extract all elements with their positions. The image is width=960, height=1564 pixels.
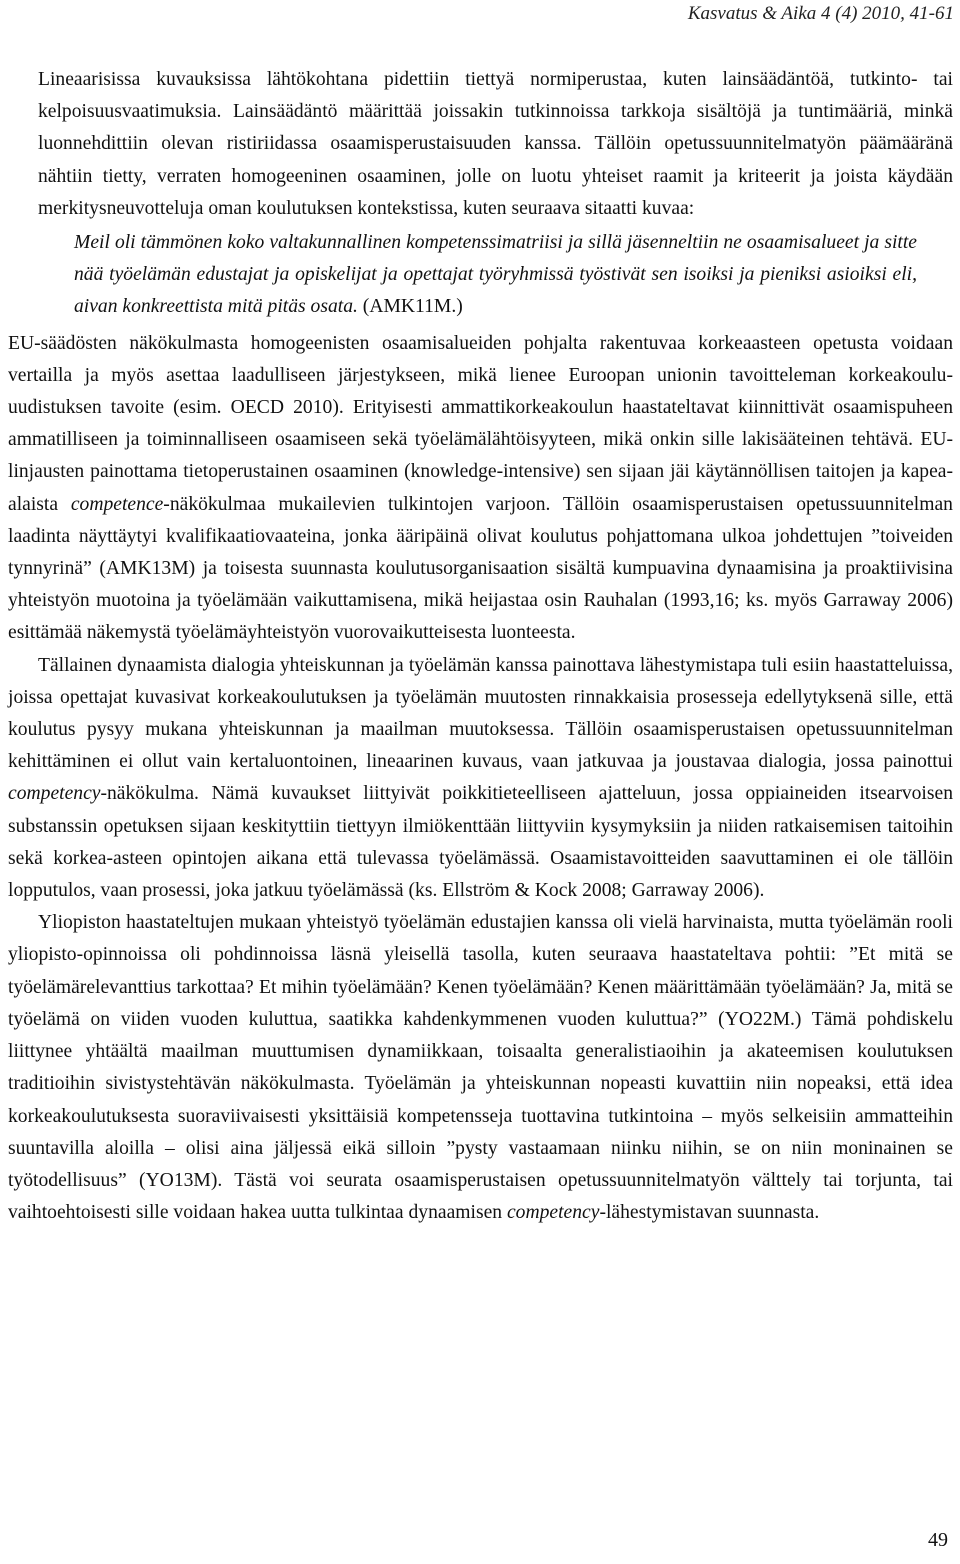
paragraph-4-before: Yliopiston haastateltujen mukaan yhteistyö työelämän edustajien kanssa oli vielä harvinaista, mutta työelämän rooli yliopisto-opinnoissa oli pohdinnoissa läsnä yleisellä tasolla, kuten seuraava haastateltava pohtii: ”Et mitä se työelämärelevanttius tarkottaa? Et mihin työelämään? Kenen työelämään? Kenen määrittämään työelämään? Ja, mitä se työelämä on viiden vuoden kuluttua, saatikka kahdenkymmenen vuoden kuluttua?” (YO22M.) Tämä pohdiskelu liittynee yhtäältä maailman muuttumisen dynamiikkaan, toisaalta generalistiaoihin ja akateemisen koulutuksen traditioihin sivistystehtävän näkökulmasta. Työelämän ja yhteiskunnan nopeasti kuvattiin niin nopeaksi, että idea korkeakoulutuksesta suoraviivaisesti yksittäisiä kompetensseja tuottavina tutkintoina – myös selkeisiin ammatteihin suuntavilla aloilla – olisi aina jäljessä eikä silloin ”pysty vastaamaan niinku niihin, se on niin moninainen se työtodellisuus” (YO13M). Tästä voi seurata osaamisperustaisen opetussuunnitelmatyön välttely tai torjunta, tai vaihtoehtoisesti sille voidaan hakea uutta tulkintaa dynaamisen bbox=[8, 912, 953, 1224]
paragraph-4 bbox=[8, 907, 953, 1229]
paragraph-3-after: -näkökulma. Nämä kuvaukset liittyivät poikkitieteelliseen ajatteluun, jossa oppiaineiden itsearvoisen substanssin opetuksen sijaan keskityttiin tiettyyn ilmiökenttään liittyviin kysymyksiin ja niiden ratkaisemisen taitoihin sekä korkea-asteen opintojen aikana että tulevassa työelämässä. Osaamistavoitteiden saavuttaminen ei ole tällöin lopputulos, vaan prosessi, joka jatkuu työelämässä (ks. Ellström & Kock 2008; Garraway 2006). bbox=[8, 783, 953, 902]
paragraph-3-term: competency bbox=[8, 783, 101, 805]
article-body bbox=[8, 64, 953, 1229]
paragraph-4-after: -lähestymistavan suunnasta. bbox=[599, 1202, 820, 1224]
paragraph-1 bbox=[8, 64, 953, 225]
paragraph-2-after: -näkökulmaa mukailevien tulkintojen varjoon. Tällöin osaamisperustaisen opetussuunnitelman laadinta näyttäytyi kvalifikaatiovaateina, jonka ääripäinä olivat koulutus pohjattomana ulkoa johdettujen ”toiveiden tynnyrinä” (AMK13M) ja toisesta suunnasta koulutusorganisaation sisältä kumpuavina dynaamisina ja proaktiivisina yhteistyön muotoina ja työelämään vaikuttamisena, mikä heijastaa osin Rauhalan (1993,16; ks. myös Garraway 2006) esittämää näkemystä työelämäyhteistyön vuorovaikutteisesta luonteesta. bbox=[8, 493, 953, 644]
running-head: Kasvatus & Aika 4 (4) 2010, 41-61 bbox=[687, 3, 954, 24]
paragraph-2-before: EU-säädösten näkökulmasta homogeenisten osaamisalueiden pohjalta rakentuvaa korkeaasteen opetusta voidaan vertailla ja myös asettaa laadulliseen järjestykseen, mikä lienee Euroopan unionin tavoitteleman korkeakoulu-uudistuksen tavoite (esim. OECD 2010). Erityisesti ammattikorkeakoulun haastateltavat kiinnittivät osaamispuheen ammatilliseen ja toiminnalliseen osaamiseen sekä työelämälähtöisyyteen, mikä onkin sille lakisääteinen tehtävä. EU-linjausten painottama tietoperustainen osaaminen (knowledge-intensive) sen sijaan jäi käytännöllisen taitojen ja kapea-alaista bbox=[8, 332, 953, 515]
quote-text: Meil oli tämmönen koko valtakunnallinen kompetenssimatriisi ja sillä jäsenneltiin ne osaamisalueet ja sitte nää työelämän edustajat ja opiskelijat ja opettajat työryhmissä työstivät sen isoiksi ja pieniksi asioiksi eli, aivan konkreettista mitä pitäs osata. bbox=[74, 232, 917, 318]
quote-source: (AMK11M.) bbox=[357, 296, 463, 318]
paragraph-4-term: competency bbox=[506, 1202, 600, 1224]
page-number: 49 bbox=[928, 1529, 948, 1551]
paragraph-3-before: Tällainen dynaamista dialogia yhteiskunnan ja työelämän kanssa painottava lähestymistapa tuli esiin haastatteluissa, joissa opettajat kuvasivat korkeakoulutuksen ja työelämän muutosten rinnakkaisia prosesseja edellytyksenä sille, että koulutus pysyy mukana yhteiskunnan ja maailman muutoksessa. Tällöin osaamisperustaisen opetussuunnitelman kehittäminen ei ollut vain kertaluontoinen, lineaarinen kuvaus, vaan jatkuvaa ja joustavaa dialogia, jossa painottui bbox=[8, 654, 953, 773]
block-quote bbox=[74, 227, 917, 324]
paragraph-2 bbox=[8, 328, 953, 650]
paragraph-2-term: competence bbox=[70, 493, 164, 515]
paragraph-1-text: Lineaarisissa kuvauksissa lähtökohtana pidettiin tiettyä normiperustaa, kuten lainsäädäntöä, tutkinto- tai kelpoisuusvaatimuksia. Lainsäädäntö määrittää joissakin tutkinnoissa tarkkoja sisältöjä ja tuntimääriä, minkä luonnehdittiin olevan ristiriidassa osaamisperustaisuuden kanssa. Tällöin opetussuunnitelmatyön päämääränä nähtiin tietty, verraten homogeeninen osaaminen, jolle on luotu yhteiset raamit ja kriteerit ja joista käydään merkitysneuvotteluja oman koulutuksen kontekstissa, kuten seuraava sitaatti kuvaa: bbox=[38, 69, 953, 219]
paragraph-3 bbox=[8, 650, 953, 908]
